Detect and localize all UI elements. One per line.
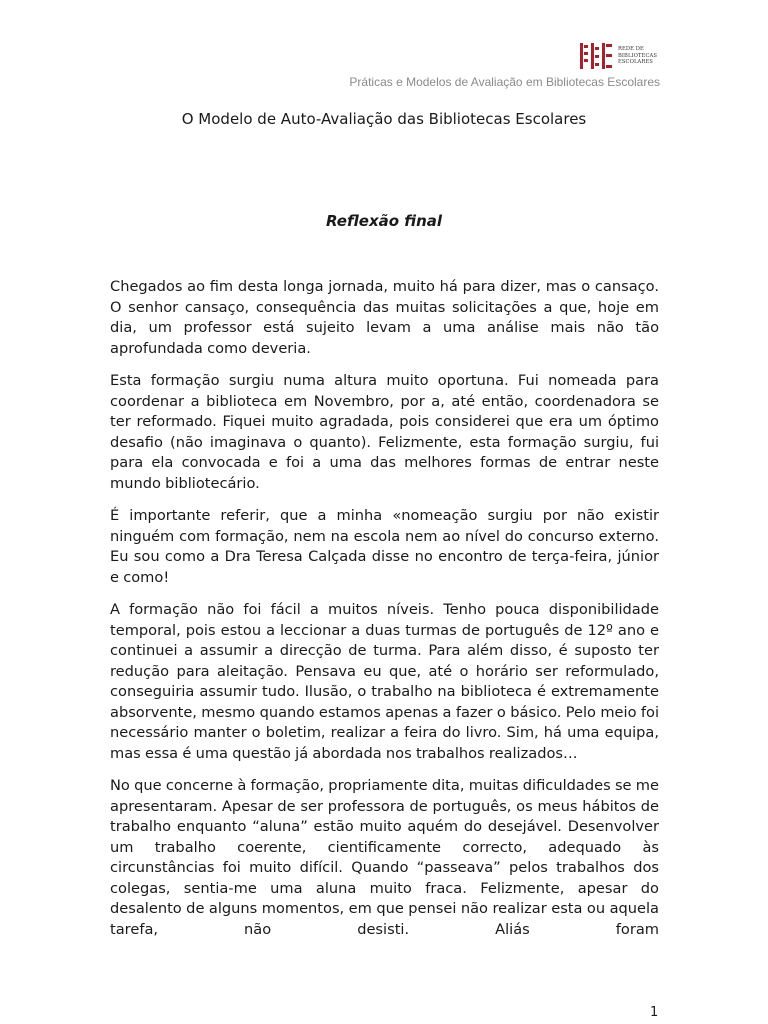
running-header: Práticas e Modelos de Avaliação em Bibliotecas Escolares (349, 75, 660, 89)
document-title: O Modelo de Auto-Avaliação das Bibliotecas Escolares (181, 110, 587, 128)
paragraph: No que concerne à formação, propriamente dita, muitas dificuldades se me apresentaram. Apesar de ser professora de português, os meus hábitos de trabalho enquanto “aluna” estão muito aquém do desejável. Desenvolver um trabalho coerente, cientificamente correcto, adequado às circunstâncias foi muito difícil. Quando “passeava” pelos trabalhos dos colegas, sentia-me uma aluna muito fraca. Felizmente, apesar do desalento de alguns momentos, em que pensei não realizar esta ou aquela tarefa, não desisti. Aliás foram (110, 777, 659, 938)
section-title: Reflexão final (325, 212, 443, 230)
rbe-logo (580, 43, 657, 69)
rbe-logo-mark (580, 43, 614, 69)
paragraph: Chegados ao fim desta longa jornada, muito há para dizer, mas o cansaço. O senhor cansaço, consequência das muitas solicitações a que, hoje em dia, um professor está sujeito levam a uma análise mais não tão aprofundada como deveria. (110, 278, 659, 357)
paragraph: É importante referir, que a minha «nomeação surgiu por não existir ninguém com formação, nem na escola nem ao nível do concurso externo. Eu sou como a Dra Teresa Calçada disse no encontro de terça-feira, júnior e como! (110, 507, 659, 586)
paragraph: A formação não foi fácil a muitos níveis. Tenho pouca disponibilidade temporal, pois estou a leccionar a duas turmas de português de 12º ano e continuei a assumir a direcção de turma. Para além disso, é suposto ter redução para aleitação. Pensava eu que, até o horário ser reformulado, conseguiria assumir tudo. Ilusão, o trabalho na biblioteca é extremamente absorvente, mesmo quando estamos apenas a fazer o básico. Pelo meio foi necessário manter o boletim, realizar a feira do livro. Sim, há uma equipa, mas essa é uma questão já abordada nos trabalhos realizados… (110, 601, 659, 762)
paragraph: Esta formação surgiu numa altura muito oportuna. Fui nomeada para coordenar a biblioteca em Novembro, por a, até então, coordenadora se ter reformado. Fiquei muito agradada, pois considerei que era um óptimo desafio (não imaginava o quanto). Felizmente, esta formação surgiu, fui para ela convocada e foi a uma das melhores formas de entrar neste mundo bibliotecário. (110, 372, 659, 492)
page-number: 1 (650, 1005, 659, 1020)
rbe-logo-text: REDE DE BIBLIOTECAS ESCOLARES (618, 46, 658, 66)
document-body (110, 277, 659, 952)
